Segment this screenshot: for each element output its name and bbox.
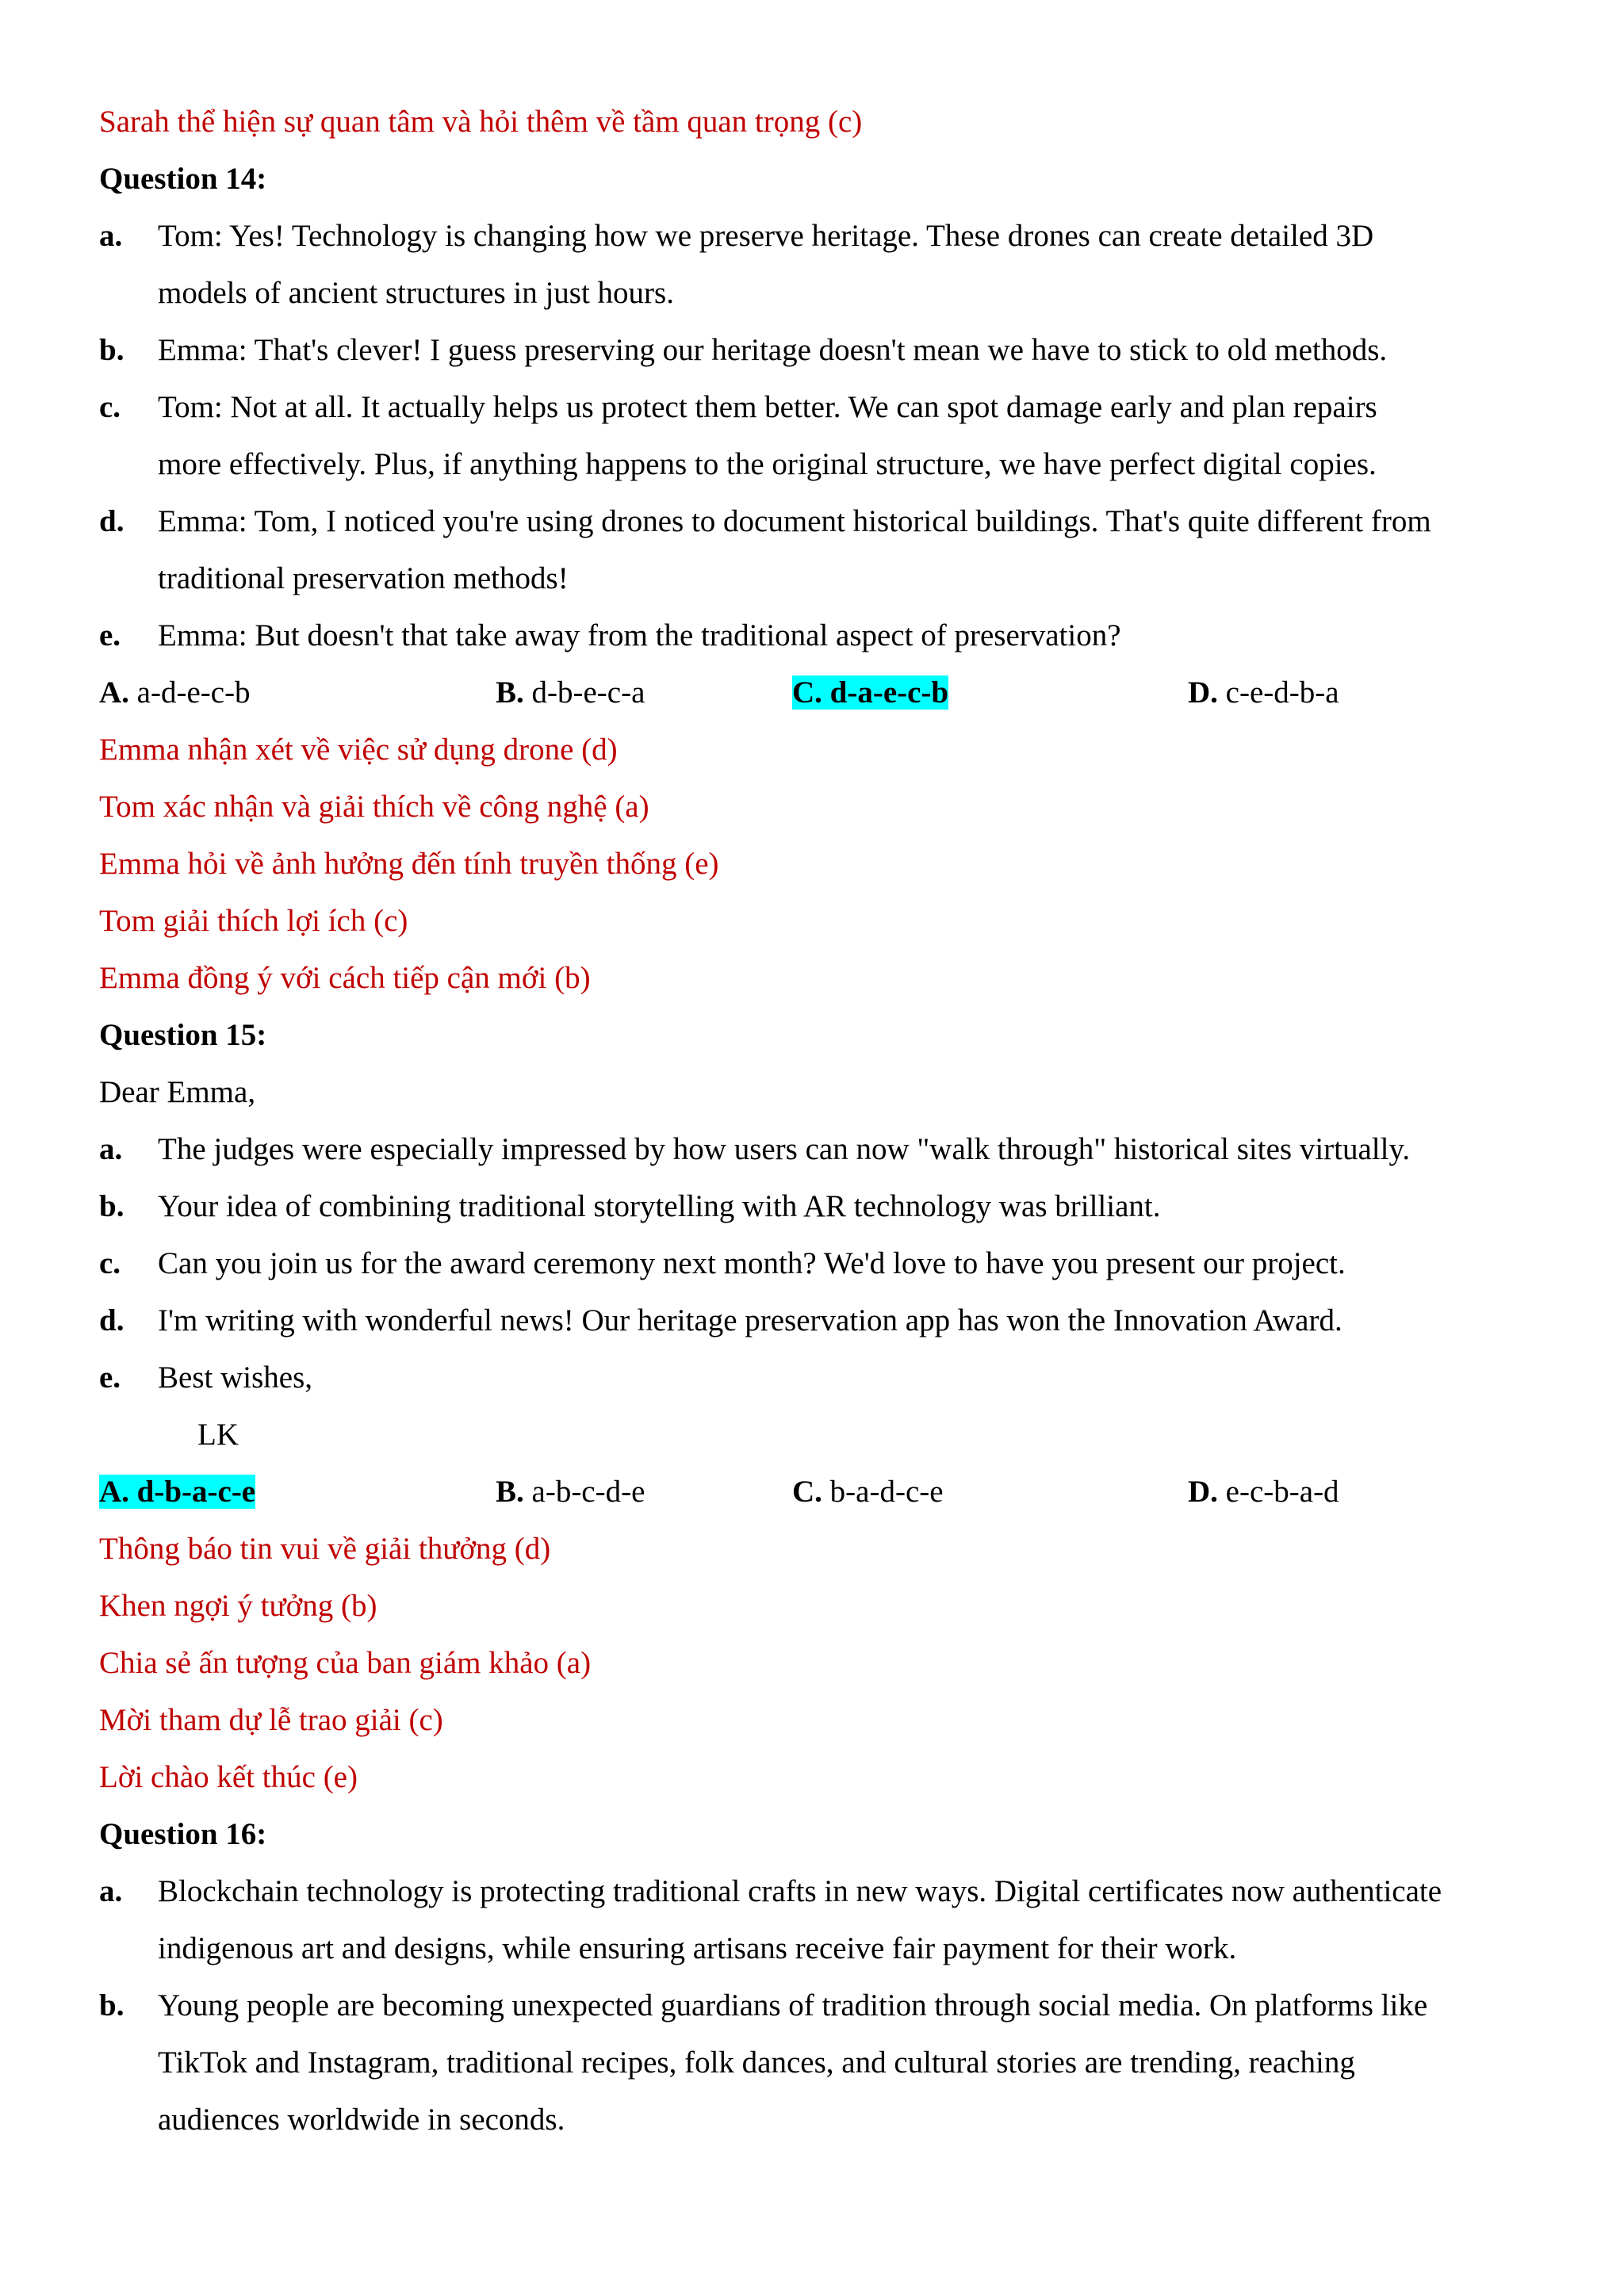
item-text: Your idea of combining traditional storytelling with AR technology was brilliant. [158, 1189, 1161, 1223]
item-text: models of ancient structures in just hours. [158, 276, 674, 310]
q14-options [99, 664, 1624, 721]
item-text: The judges were especially impressed by how users can now "walk through" historical sites virtually. [158, 1132, 1411, 1166]
q15-item-a [99, 1121, 1624, 1178]
q15-options [99, 1464, 1624, 1521]
q14-item-b [99, 322, 1624, 379]
item-label: c. [99, 390, 121, 424]
item-label: b. [99, 333, 124, 367]
option-text: d-a-e-c-b [822, 675, 949, 710]
q15-option-c [792, 1464, 1188, 1521]
question-14-title: Question 14: [99, 162, 267, 196]
q14-explanation: Emma nhận xét về việc sử dụng drone (d) [99, 733, 618, 767]
question-15-title: Question 15: [99, 1018, 267, 1052]
q15-option-a-correct [99, 1464, 496, 1521]
option-text: d-b-e-c-a [523, 675, 645, 710]
q14-option-b [496, 664, 792, 721]
item-label: a. [99, 1874, 123, 1908]
item-text: Can you join us for the award ceremony next month? We'd love to have you present our project. [158, 1246, 1346, 1280]
q15-item-d [99, 1292, 1624, 1349]
intro-explanation: Sarah thể hiện sự quan tâm và hỏi thêm về tầm quan trọng (c) [99, 105, 863, 139]
item-text: Tom: Not at all. It actually helps us protect them better. We can spot damage early and plan repairs [158, 390, 1377, 424]
item-label: e. [99, 1360, 121, 1395]
option-letter: B. [496, 675, 524, 710]
q15-option-d [1188, 1464, 1339, 1521]
option-text: b-a-d-c-e [822, 1475, 944, 1509]
q14-item-e [99, 607, 1624, 664]
q15-explanation: Mời tham dự lễ trao giải (c) [99, 1703, 443, 1737]
question-16-title: Question 16: [99, 1817, 267, 1851]
item-text: Young people are becoming unexpected guardians of tradition through social media. On platforms like [158, 1988, 1428, 2022]
item-text: Best wishes, [158, 1360, 312, 1395]
option-text: c-e-d-b-a [1217, 675, 1339, 710]
option-letter: D. [1188, 675, 1218, 710]
item-text: Blockchain technology is protecting traditional crafts in new ways. Digital certificates now authenticate [158, 1874, 1442, 1908]
q14-explanation: Emma hỏi về ảnh hưởng đến tính truyền thống (e) [99, 847, 719, 881]
item-text: audiences worldwide in seconds. [158, 2103, 565, 2137]
q16-item-b [99, 1977, 1624, 2149]
q15-explanation: Lời chào kết thúc (e) [99, 1760, 358, 1794]
item-label: d. [99, 504, 124, 538]
q15-item-e [99, 1349, 1624, 1406]
item-text: TikTok and Instagram, traditional recipes, folk dances, and cultural stories are trending, reaching [158, 2045, 1355, 2080]
q15-item-b [99, 1178, 1624, 1235]
q16-item-a [99, 1863, 1624, 1977]
item-text: I'm writing with wonderful news! Our heritage preservation app has won the Innovation Award. [158, 1303, 1342, 1337]
q15-explanation: Khen ngợi ý tưởng (b) [99, 1589, 377, 1623]
q14-item-d [99, 493, 1624, 607]
q15-explanation: Thông báo tin vui về giải thưởng (d) [99, 1532, 551, 1566]
item-label: d. [99, 1303, 124, 1337]
item-label: c. [99, 1246, 121, 1280]
q14-option-c-correct [792, 664, 1188, 721]
q14-explanation: Tom xác nhận và giải thích về công nghệ (a) [99, 790, 649, 824]
item-text: Emma: But doesn't that take away from the traditional aspect of preservation? [158, 618, 1121, 652]
item-text: Emma: That's clever! I guess preserving our heritage doesn't mean we have to stick to old methods. [158, 333, 1388, 367]
item-label: a. [99, 219, 123, 253]
option-text: a-d-e-c-b [128, 675, 251, 710]
q14-explanation: Tom giải thích lợi ích (c) [99, 904, 408, 938]
item-label: b. [99, 1189, 124, 1223]
item-label: a. [99, 1132, 123, 1166]
item-text: Tom: Yes! Technology is changing how we preserve heritage. These drones can create detailed 3D [158, 219, 1374, 253]
letter-signature: LK [197, 1418, 239, 1452]
q15-explanation: Chia sẻ ấn tượng của ban giám khảo (a) [99, 1646, 592, 1680]
q14-item-c [99, 379, 1624, 493]
option-letter: C. [792, 675, 822, 710]
option-letter: A. [99, 675, 129, 710]
option-text: e-c-b-a-d [1217, 1475, 1339, 1509]
option-text: a-b-c-d-e [523, 1475, 645, 1509]
option-letter: B. [496, 1475, 524, 1509]
item-text: more effectively. Plus, if anything happens to the original structure, we have perfect digital copies. [158, 447, 1377, 481]
option-letter: D. [1188, 1475, 1218, 1509]
q14-option-d [1188, 664, 1339, 721]
item-text: indigenous art and designs, while ensuring artisans receive fair payment for their work. [158, 1931, 1237, 1965]
option-letter: A. [99, 1475, 129, 1509]
q14-option-a [99, 664, 496, 721]
q15-item-c [99, 1235, 1624, 1292]
item-label: e. [99, 618, 121, 652]
q14-explanation: Emma đồng ý với cách tiếp cận mới (b) [99, 961, 591, 995]
item-text: Emma: Tom, I noticed you're using drones to document historical buildings. That's quite different from [158, 504, 1431, 538]
letter-greeting: Dear Emma, [99, 1075, 256, 1109]
option-letter: C. [792, 1475, 822, 1509]
q15-option-b [496, 1464, 792, 1521]
item-text: traditional preservation methods! [158, 561, 569, 595]
option-text: d-b-a-c-e [128, 1475, 256, 1509]
item-label: b. [99, 1988, 124, 2022]
q14-item-a [99, 208, 1624, 322]
